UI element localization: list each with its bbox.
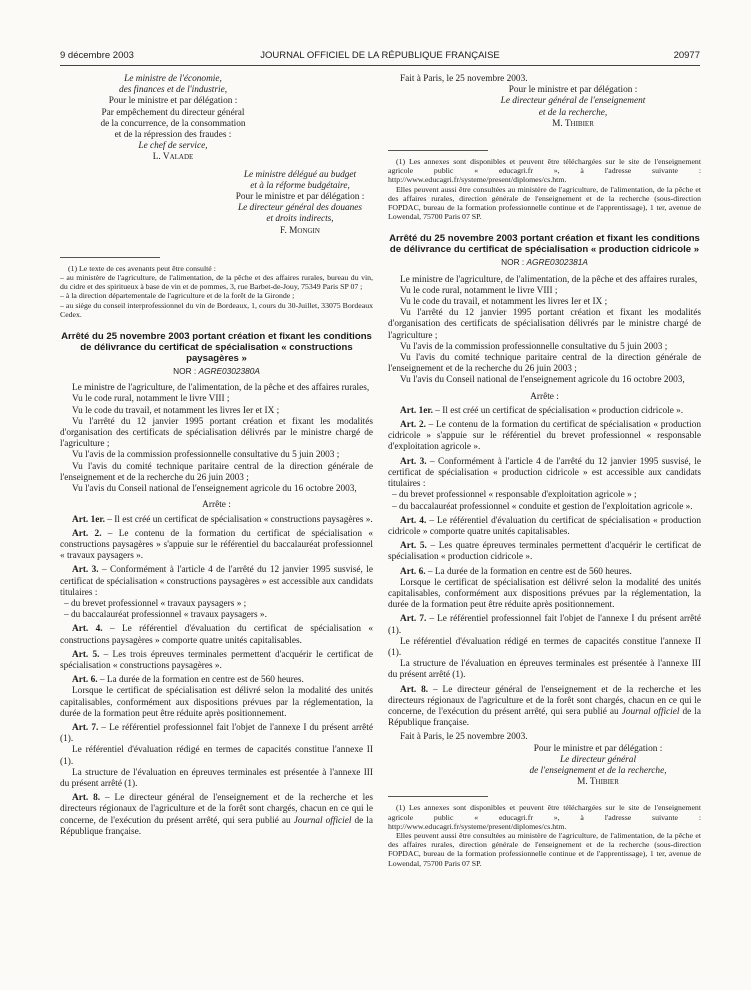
sig-line: et de la recherche, — [538, 107, 608, 118]
article-4 — [388, 516, 701, 538]
footnote-line: – au ministère de l'agriculture, de l'alimentation, de la pêche et des affaires rurales, bureau du vin, du cidre et des spiritueux à base de vin et de pommes, 3, rue Barbet-de-Jouy, 75349 Paris SP 07 ; — [60, 273, 373, 292]
article-paragraph: La structure de l'évaluation en épreuves terminales est présentée à l'annexe III du présent arrêté (1). — [60, 767, 373, 789]
sig-line: Le directeur général des douanes — [237, 203, 363, 214]
signature-director — [488, 744, 708, 789]
article-5 — [60, 650, 373, 672]
sig-line: des finances et de l'industrie, — [118, 85, 228, 96]
article-7 — [388, 614, 701, 636]
preamble-line: Vu l'arrêté du 12 janvier 1995 portant création et fixant les modalités d'organisation des certificats de spécialisation délivrés par le ministre chargé de l'agriculture ; — [388, 308, 701, 341]
preamble-line: Vu l'avis du comité technique paritaire central de la direction générale de l'enseignement et de la recherche du 26 juin 2003 ; — [60, 461, 373, 483]
preamble-line: Vu le code du travail, et notamment les livres Ier et IX ; — [400, 297, 608, 308]
article-6 — [60, 675, 373, 686]
signatory-name: M. Thibier — [577, 777, 619, 788]
sig-line: Le ministre de l'économie, — [124, 74, 222, 84]
article-3 — [60, 565, 373, 599]
article-7 — [60, 723, 373, 745]
footnote — [388, 157, 701, 221]
decree-title: Arrêté du 25 novembre 2003 portant création et fixant les conditions de délivrance du certificat de spécialisation « constructions paysagères » — [61, 331, 372, 365]
article-paragraph: Le référentiel d'évaluation rédigé en termes de capacités constitue l'annexe II (1). — [388, 636, 701, 658]
sig-line: de l'enseignement et de la recherche, — [529, 765, 667, 776]
article-label: Art. 1er. — [400, 405, 433, 416]
journal-officiel-ref: Journal officiel — [621, 706, 680, 717]
article-paragraph: Lorsque le certificat de spécialisation est délivré selon la modalité des unités capitalisables, conformément aux dispositions prévues par la réglementation, la durée de la formation peut être réduite après positionnement. — [60, 686, 373, 719]
article-text: – La durée de la formation en centre est de 560 heures. — [97, 675, 304, 686]
sig-line: Par empêchement du directeur général — [101, 107, 245, 118]
nor-reference — [388, 257, 701, 268]
article-label: Art. 8. — [72, 793, 101, 804]
right-column — [388, 74, 701, 868]
article-label: Art. 2. — [72, 528, 102, 539]
page-header — [60, 50, 700, 64]
footnote-rule — [60, 257, 160, 258]
nor-label: NOR : — [173, 366, 197, 377]
preamble-line: Vu l'avis du Conseil national de l'enseignement agricole du 16 octobre 2003, — [72, 484, 357, 495]
article-text: – Le contenu de la formation du certificat de spécialisation « constructions paysagères » s'appuie sur le référentiel du baccalauréat professionnel « travaux paysagers ». — [60, 528, 373, 562]
nor-code: AGRE0302381A — [526, 257, 588, 268]
preamble-line: Vu le code du travail, et notamment les livres Ier et IX ; — [72, 405, 280, 416]
article-text: – Les trois épreuves terminales permettent d'acquérir le certificat de spécialisation « constructions paysagères ». — [60, 649, 373, 671]
signatory-name: F. Mongin — [280, 225, 320, 236]
sig-line: Le directeur général de l'enseignement — [500, 96, 646, 107]
preamble-line: Vu le code rural, notamment le livre VIII ; — [72, 394, 230, 405]
page-number: 20977 — [673, 50, 700, 61]
article-label: Art. 7. — [72, 722, 99, 733]
article-text: – Le référentiel professionnel fait l'objet de l'annexe I du présent arrêté (1). — [388, 614, 701, 636]
article-label: Art. 4. — [72, 624, 103, 635]
article-label: Art. 3. — [72, 565, 99, 576]
preamble-line: Vu l'avis du Conseil national de l'enseignement agricole du 16 octobre 2003, — [400, 375, 685, 386]
article-label: Art. 1er. — [72, 514, 105, 525]
article-list-item: – du baccalauréat professionnel « conduite et gestion de l'exploitation agricole ». — [392, 501, 693, 512]
article-label: Art. 6. — [400, 566, 426, 577]
footnote — [60, 264, 373, 319]
preamble-line: Vu le code rural, notamment le livre VIII ; — [400, 285, 558, 296]
footnote-line: Elles peuvent aussi être consultées au ministère de l'agriculture, de l'alimentation, de la pêche et des affaires rurales, direction générale de l'enseignement et de la recherche (sous-direction FOPDAC, bureau de la formation professionnelle continue et de l'apprentissage), 1 ter, avenue de Lowendal, 75700 Paris 07 SP. — [388, 830, 701, 868]
sig-line: Le chef de service, — [138, 141, 208, 152]
preamble-line: Vu l'avis de la commission professionnelle consultative du 5 juin 2003 ; — [400, 341, 668, 352]
fait-line: Fait à Paris, le 25 novembre 2003. — [400, 74, 528, 84]
article-list-item: – du baccalauréat professionnel « travaux paysagers ». — [64, 610, 267, 621]
article-text: de la République française. — [388, 706, 701, 729]
article-8 — [388, 685, 701, 730]
article-1 — [60, 515, 373, 526]
preamble-line: Le ministre de l'agriculture, de l'alimentation, de la pêche et des affaires rurales, — [72, 383, 370, 394]
footnote-line: – au siège du conseil interprofessionnel du vin de Bordeaux, 1, cours du 30-Juillet, 33075 Bordeaux Cedex. — [60, 300, 373, 319]
footnote-line: Elles peuvent aussi être consultées au ministère de l'agriculture, de l'alimentation, de la pêche et des affaires rurales, direction générale de l'enseignement et de la recherche (sous-direction FOPDAC, bureau de la formation professionnelle continue et de l'apprentissage), 1 ter, avenue de Lowendal, 75700 Paris 07 SP. — [388, 184, 701, 222]
article-text: – Conformément à l'article 4 de l'arrêté du 12 janvier 1995 susvisé, le certificat de spécialisation « constructions paysagères » est accessible aux candidats titulaires : — [60, 565, 373, 598]
signatory-name: M. Thibier — [552, 118, 594, 129]
article-text: – Il est créé un certificat de spécialisation « production cidricole ». — [432, 405, 684, 416]
article-3 — [388, 457, 701, 491]
sig-line: Pour le ministre et par délégation : — [508, 85, 638, 96]
article-paragraph: La structure de l'évaluation en épreuves terminales est présentée à l'annexe III du présent arrêté (1). — [388, 659, 701, 681]
sig-line: Le directeur général — [559, 754, 637, 765]
article-text: – Le contenu de la formation du certificat de spécialisation « production cidricole » s'appuie sur le référentiel du brevet professionnel « responsable d'exploitation agricole ». — [388, 420, 701, 453]
article-text: – Le directeur général de l'enseignement et de la recherche et les directeurs régionaux de l'agriculture et de la forêt sont chargés, chacun en ce qui le concerne, de l'exécution du présent arrêté, qui sera publié au — [388, 684, 702, 717]
preamble-line: Vu l'avis du comité technique paritaire central de la direction générale de l'enseignement et de la recherche du 26 juin 2003 ; — [388, 353, 701, 375]
article-text: – Conformément à l'article 4 de l'arrêté du 12 janvier 1995 susvisé, le certificat de spécialisation « production cidricole » est accessible aux candidats titulaires : — [388, 456, 701, 490]
footnote-line: – à la direction départementale de l'agriculture et de la forêt de la Gironde ; — [60, 291, 295, 301]
decree-title: Arrêté du 25 novembre 2003 portant création et fixant les conditions de délivrance du certificat de spécialisation « production cidricole » — [389, 233, 700, 256]
article-text: – Le référentiel professionnel fait l'objet de l'annexe I du présent arrêté (1). — [60, 722, 373, 745]
nor-label: NOR : — [501, 257, 525, 268]
header-rule — [60, 65, 700, 66]
issue-date: 9 décembre 2003 — [60, 50, 134, 61]
sig-line: et droits indirects, — [266, 214, 334, 225]
footnote — [388, 803, 701, 867]
signatory-name: L. Valade — [152, 152, 194, 163]
journal-title: JOURNAL OFFICIEL DE LA RÉPUBLIQUE FRANÇAISE — [260, 50, 500, 61]
fait-line: Fait à Paris, le 25 novembre 2003. — [400, 732, 528, 743]
preamble-line: Vu l'avis de la commission professionnelle consultative du 5 juin 2003 ; — [72, 450, 340, 461]
left-column — [60, 74, 373, 838]
article-2 — [388, 420, 701, 454]
arrete-heading: Arrête : — [530, 391, 559, 402]
arrete-heading: Arrête : — [202, 500, 231, 511]
sig-line: et à la réforme budgétaire, — [250, 180, 350, 191]
article-5 — [388, 541, 701, 563]
sig-line: Pour le ministre et par délégation : — [108, 96, 238, 107]
article-text: de la République française. — [60, 815, 373, 837]
article-text: – Il est créé un certificat de spécialisation « constructions paysagères ». — [104, 514, 373, 525]
signature-minister-budget — [200, 170, 400, 237]
article-text: – La durée de la formation en centre est de 560 heures. — [425, 566, 632, 577]
signature-director — [458, 85, 688, 130]
footnote-rule — [388, 796, 488, 797]
sig-line: Pour le ministre et par délégation : — [235, 192, 365, 203]
article-label: Art. 7. — [400, 614, 427, 625]
article-text: – Les quatre épreuves terminales permettent d'acquérir le certificat de spécialisation « production cidricole ». — [388, 541, 701, 563]
article-text: – Le référentiel d'évaluation du certificat de spécialisation « production cidricole » comporte quatre unités capitalisables. — [388, 515, 702, 537]
nor-reference — [60, 366, 373, 377]
article-label: Art. 3. — [400, 456, 427, 467]
article-list-item: – du brevet professionnel « responsable d'exploitation agricole » ; — [392, 490, 637, 501]
sig-line: de la concurrence, de la consommation — [100, 118, 246, 129]
nor-code: AGRE0302380A — [198, 366, 260, 377]
article-list-item: – du brevet professionnel « travaux paysagers » ; — [64, 598, 247, 609]
footnote-line: (1) Les annexes sont disponibles et peuvent être téléchargées sur le site de l'enseignement agricole public « educagri.fr », à l'adresse suivante : http://www.educagri.fr/systeme/present/diplomes/cs.htm. — [388, 157, 701, 185]
article-label: Art. 2. — [400, 420, 426, 431]
preamble-line: Vu l'arrêté du 12 janvier 1995 portant création et fixant les modalités d'organisation des certificats de spécialisation délivrés par le ministre chargé de l'agriculture ; — [60, 416, 373, 450]
sig-line: Pour le ministre et par délégation : — [533, 743, 663, 754]
preamble-line: Le ministre de l'agriculture, de l'alimentation, de la pêche et des affaires rurales, — [400, 274, 698, 285]
footnote-line: (1) Le texte de ces avenants peut être consulté : — [68, 263, 216, 273]
article-paragraph: Lorsque le certificat de spécialisation est délivré selon la modalité des unités capitalisables, conformément aux dispositions prévues par la réglementation, la durée de la formation peut être réduite après positionnement. — [388, 577, 701, 611]
article-paragraph: Le référentiel d'évaluation rédigé en termes de capacités constitue l'annexe II (1). — [60, 745, 373, 767]
article-6 — [388, 567, 701, 578]
article-label: Art. 4. — [400, 515, 427, 526]
sig-line: Le ministre délégué au budget — [243, 169, 357, 180]
article-2 — [60, 529, 373, 563]
article-8 — [60, 793, 373, 838]
article-1 — [388, 406, 701, 417]
article-4 — [60, 624, 373, 646]
article-label: Art. 5. — [72, 649, 100, 660]
article-text: – Le référentiel d'évaluation du certificat de spécialisation « constructions paysagères » comporte quatre unités capitalisables. — [60, 624, 373, 646]
article-label: Art. 8. — [400, 684, 429, 695]
signature-minister-economie — [78, 74, 268, 164]
footnote-line: (1) Les annexes sont disponibles et peuvent être téléchargées sur le site de l'enseignement agricole public « educagri.fr », à l'adresse suivante : http://www.educagri.fr/systeme/present/diplomes/cs.htm. — [388, 803, 701, 831]
article-label: Art. 5. — [400, 541, 427, 552]
article-text: – Le directeur général de l'enseignement et de la recherche et les directeurs régionaux de l'agriculture et de la forêt sont chargés, chacun en ce qui le concerne, de l'exécution du présent arrêté, qui sera publié au — [60, 793, 374, 826]
sig-line: et de la répression des fraudes : — [114, 130, 232, 141]
footnote-rule — [388, 150, 488, 151]
journal-officiel-ref: Journal officiel — [293, 815, 352, 826]
article-label: Art. 6. — [72, 675, 98, 686]
